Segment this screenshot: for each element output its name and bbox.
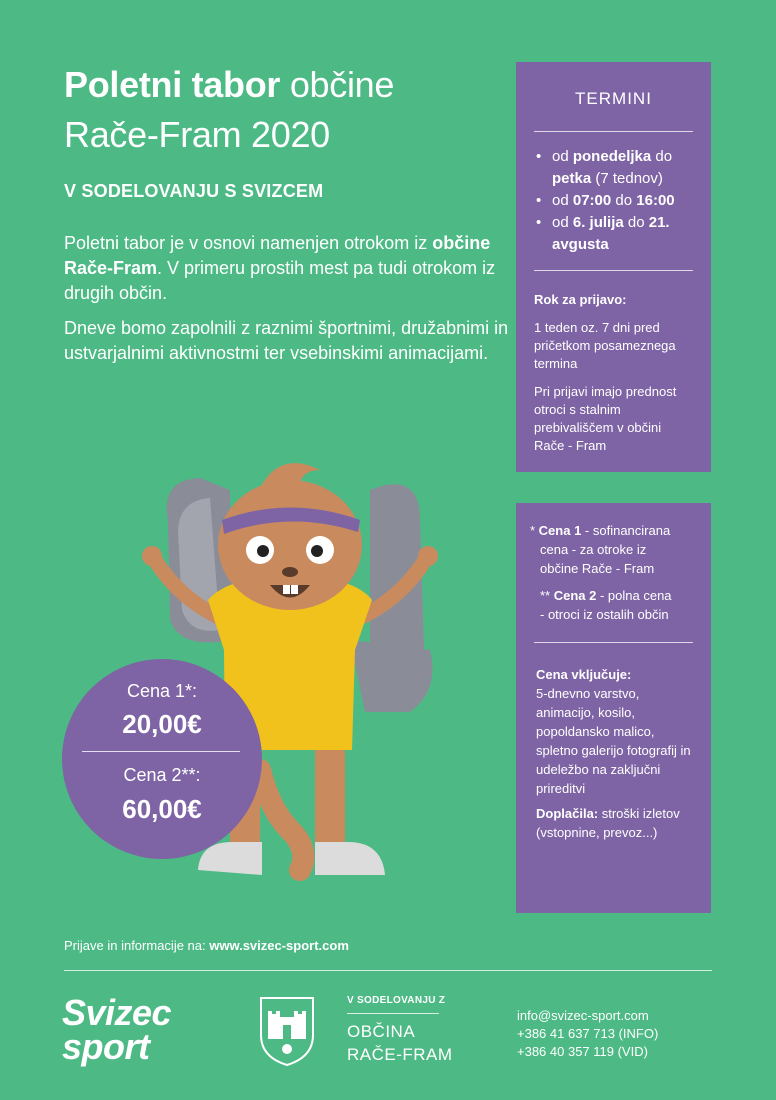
divider [534,642,693,643]
contact-info [517,1007,658,1061]
price-circle [62,659,262,859]
municipality-name [347,1020,453,1066]
includes-label: Cena vključuje: [536,667,632,682]
intro-paragraph-1 [64,231,514,306]
termini-box [516,62,711,472]
intro-p1-bold: občine Rače-Fram [64,233,491,278]
municipality-line-1: OBČINA [347,1022,416,1041]
logo-line-1: Svizec [62,992,172,1033]
deadline-section [534,271,693,455]
municipality-crest-icon [258,995,316,1067]
registration-info [64,938,349,953]
deadline-label: Rok za prijavo: [534,292,627,307]
footer-divider [64,970,712,971]
includes-section [530,665,697,842]
contact-email[interactable]: info@svizec-sport.com [517,1008,649,1023]
price-note-2: ** Cena 2 - polna cena - otroci iz ostalih občin [530,586,697,624]
price-divider [82,751,240,752]
price-2-value: 60,00€ [122,794,202,824]
deadline-text: 1 teden oz. 7 dni pred pričetkom posameznega termina [534,320,676,371]
pricing-notes-box [516,503,711,913]
price-note-1-line2: cena - za otroke iz [540,542,647,557]
intro-p1-a: Poletni tabor je v osnovi namenjen otrokom iz [64,233,433,253]
subtitle: V SODELOVANJU S SVIZCEM [64,181,324,201]
termini-heading: TERMINI [575,89,652,108]
partnership-label: V SODELOVANJU Z [347,995,446,1006]
intro-text [64,231,514,366]
priority-text: Pri prijavi imajo prednost otroci s stalnim prebivališčem v občini Rače - Fram [534,384,677,453]
svizec-sport-logo [62,992,202,1067]
title-bold: Poletni tabor [64,64,281,105]
intro-paragraph-2: Dneve bomo zapolnili z raznimi športnimi, družabnimi in ustvarjalnimi aktivnostmi ter vsebinskimi animacijami. [64,318,509,363]
price-note-1: * Cena 1 - sofinancirana cena - za otroke iz občine Rače - Fram [530,521,697,578]
registration-label: Prijave in informacije na: [64,938,210,953]
extra-costs: Doplačila: stroški izletov (vstopnine, prevoz...) [536,806,680,840]
list-item: • od 6. julija do 21. avgusta [534,212,693,256]
price-1-label: Cena 1*: [126,681,198,701]
price-1-value: 20,00€ [122,709,202,739]
page-title [64,60,504,160]
list-item: • od 07:00 do 16:00 [534,190,693,212]
logo-line-2: sport [62,1026,150,1067]
intro-p1-b: . V primeru prostih mest pa tudi otrokom iz drugih občin. [64,258,496,303]
contact-phone-1[interactable]: +386 41 637 713 (INFO) [517,1026,659,1041]
includes-text: 5-dnevno varstvo, animacijo, kosilo, popoldansko malico, spletno galerijo fotografij in udeležbo na zaključni prireditvi [536,686,691,796]
contact-phone-2[interactable]: +386 40 357 119 (VID) [517,1044,648,1059]
termini-list [534,132,693,270]
price-note-2-line2: - otroci iz ostalih občin [540,607,669,622]
website-link[interactable]: www.svizec-sport.com [209,938,349,953]
list-item: • od ponedeljka do petka (7 tednov) [534,146,693,190]
title-line2: Rače-Fram 2020 [64,114,330,155]
price-note-1-line3: občine Rače - Fram [540,561,655,576]
municipality-line-2: RAČE-FRAM [347,1045,453,1064]
partnership-divider [347,1013,439,1014]
title-rest: občine [289,64,395,105]
price-2-label: Cena 2**: [123,765,201,785]
